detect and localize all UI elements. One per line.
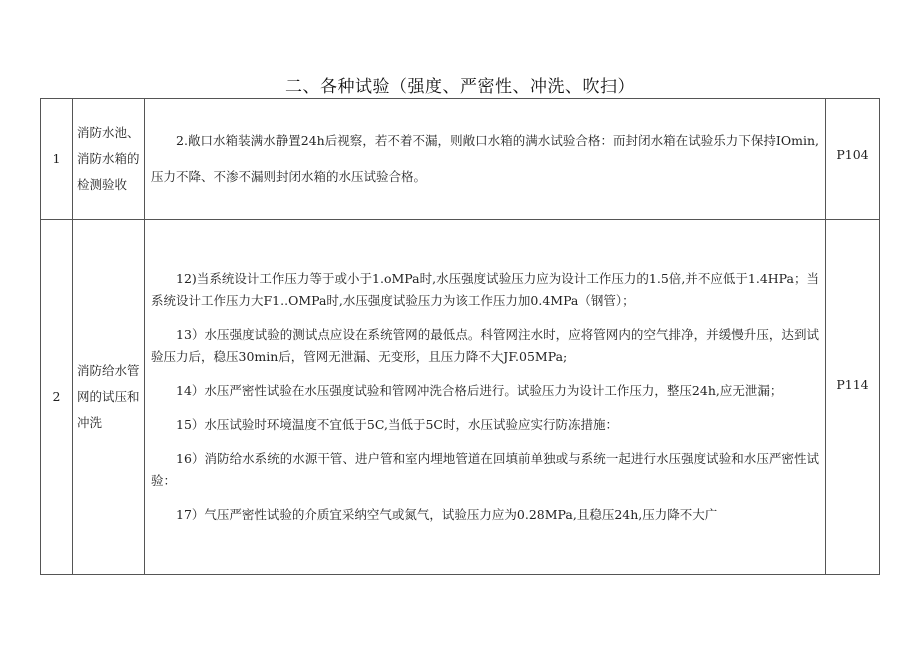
content-paragraph: 17）气压严密性试验的介质宜采纳空气或氮气，试验压力应为0.28MPa,且稳压24h,压力降不大广 — [176, 507, 718, 522]
content-paragraph: 14）水压严密性试验在水压强度试验和管网冲洗合格后进行。试验压力为设计工作压力，整压24h,应无泄漏； — [176, 383, 783, 398]
page-title: 二、各种试验（强度、严密性、冲洗、吹扫） — [285, 77, 635, 97]
item-content — [145, 99, 826, 220]
page-reference — [826, 99, 880, 220]
item-content — [145, 220, 826, 575]
item-name: 消防水池、消防水箱的检测验收 — [73, 99, 145, 220]
page-reference — [826, 220, 880, 575]
test-table — [40, 98, 880, 575]
table-row — [41, 220, 880, 575]
content-paragraph: 2.敞口水箱装满水静置24h后视察，若不着不漏，则敞口水箱的满水试验合格：而封闭水箱在试验乐力下保持IOmin,压力不降、不渗不漏则封闭水箱的水压试验合格。 — [151, 133, 819, 184]
content-paragraph: 15）水压试验时环境温度不宜低于5C,当低于5C时，水压试验应实行防冻措施： — [176, 417, 618, 432]
content-paragraph: 13）水压强度试验的测试点应设在系统管网的最低点。科管网注水时，应将管网内的空气排净，并缓慢升压，达到试验压力后，稳压30min后，管网无泄漏、无变形，且压力降不大JF.05MPa; — [151, 327, 819, 364]
table-row — [41, 99, 880, 220]
item-name: 消防给水管网的试压和冲洗 — [73, 220, 145, 575]
page-number: P104 — [836, 147, 869, 162]
content-paragraph: 12)当系统设计工作压力等于或小于1.oMPa时,水压强度试验压力应为设计工作压力的1.5倍,并不应低于1.4HPa；当系统设计工作压力大F1..OMPa时,水压强度试验压力为该工作压力加0.4MPa（钢管）； — [151, 271, 819, 308]
row-number: 2 — [41, 220, 73, 575]
content-paragraph: 16）消防给水系统的水源干管、进户管和室内埋地管道在回填前单独或与系统一起进行水压强度试验和水压严密性试验： — [151, 451, 819, 488]
row-number: 1 — [41, 99, 73, 220]
page-number: P114 — [836, 377, 869, 392]
